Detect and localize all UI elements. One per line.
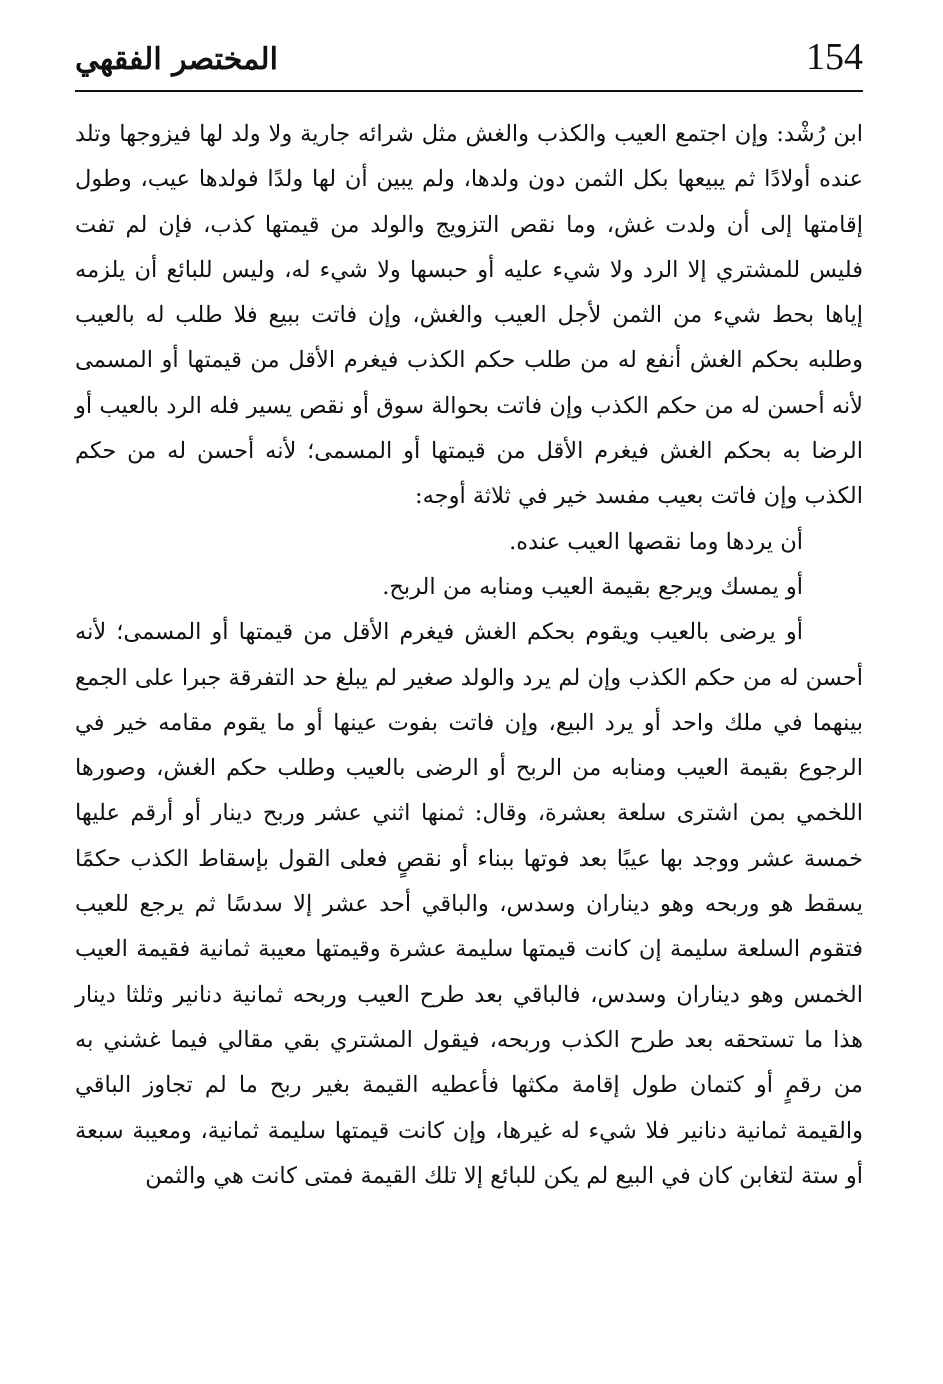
page-number: 154 (806, 36, 863, 78)
page-header (75, 30, 863, 92)
page-body (75, 112, 863, 1199)
option-accept: أو يرضى بالعيب ويقوم بحكم الغش فيغرم الأقل من قيمتها أو المسمى؛ لأنه أحسن له من حكم الكذب وإن لم يرد والولد صغير لم يبلغ حد التفرقة جبرا على الجمع بينهما في ملك واحد أو يرد البيع، وإن فاتت بفوت عينها أو ما يقوم مقامه خير في الرجوع بقيمة العيب ومنابه من الربح أو الرضى بالعيب وطلب حكم الغش، وصورها اللخمي بمن اشترى سلعة بعشرة، وقال: ثمنها اثني عشر وربح دينار أو أرقم عليها خمسة عشر ووجد بها عيبًا بعد فوتها ببناء أو نقصٍ فعلى القول بإسقاط الكذب حكمًا يسقط هو وربحه وهو ديناران وسدس، والباقي أحد عشر إلا سدسًا ثم يرجع للعيب فتقوم السلعة سليمة إن كانت قيمتها سليمة عشرة وقيمتها معيبة ثمانية فقيمة العيب الخمس وهو ديناران وسدس، فالباقي بعد طرح العيب وربحه ثمانية دنانير وثلثا دينار هذا ما تستحقه بعد طرح الكذب وربحه، فيقول المشتري بقي مقالي فيما غشني به من رقمٍ أو كتمان طول إقامة مكثها فأعطيه القيمة بغير ربح ما لم تجاوز الباقي والقيمة ثمانية دنانير فلا شيء له غيرها، وإن كانت قيمتها سليمة ثمانية، ومعيبة سبعة أو ستة لتغابن كان في البيع لم يكن للبائع إلا تلك القيمة فمتى كانت هي والثمن (75, 619, 863, 1189)
paragraph-ibn-rushd: ابن رُشْد: وإن اجتمع العيب والكذب والغش مثل شرائه جارية ولا ولد لها فيزوجها وتلد عنده أولادًا ثم يبيعها بكل الثمن دون ولدها، ولم يبين أن لها ولدًا فولدها عيب، وطول إقامتها إلى أن ولدت غش، وما نقص التزويج والولد من قيمتها كذب، فإن لم تفت فليس للمشتري إلا الرد ولا شيء عليه أو حبسها ولا شيء له، وليس للبائع أن يلزمه إياها بحط شيء من الثمن لأجل العيب والغش، وإن فاتت ببيع فلا طلب له بالعيب وطلبه بحكم الغش أنفع له من طلب حكم الكذب فيغرم الأقل من قيمتها أو المسمى لأنه أحسن له من حكم الكذب وإن فاتت بحوالة سوق أو نقص يسير فله الرد بالعيب أو الرضا به بحكم الغش فيغرم الأقل من قيمتها أو المسمى؛ لأنه أحسن له من حكم الكذب وإن فاتت بعيب مفسد خير في ثلاثة أوجه: (75, 121, 863, 510)
option-keep: أو يمسك ويرجع بقيمة العيب ومنابه من الربح. (382, 573, 803, 600)
running-title: المختصر الفقهي (75, 42, 278, 77)
option-return: أن يردها وما نقصها العيب عنده. (509, 528, 803, 555)
